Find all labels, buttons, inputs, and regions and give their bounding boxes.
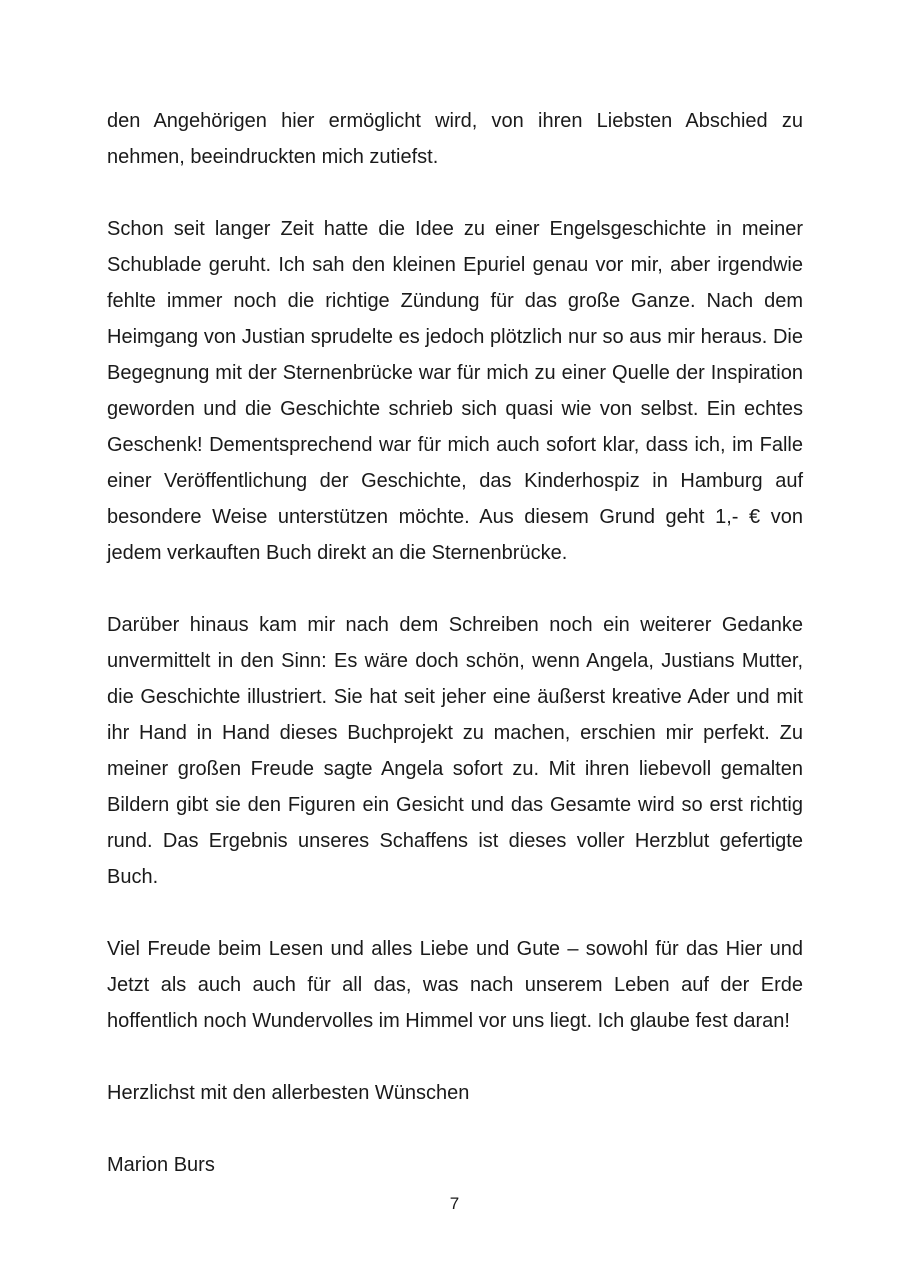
page-number: 7 [449,1194,460,1213]
author-signature: Marion Burs [107,1154,215,1176]
body-text [107,103,803,1183]
closing-line: Herzlichst mit den allerbesten Wünschen [107,1082,470,1104]
paragraph-illustration: Darüber hinaus kam mir nach dem Schreiben noch ein weiterer Gedanke unvermittelt in den Sinn: Es wäre doch schön, wenn Angela, Justians Mutter, die Geschichte illustriert. Sie hat seit jeher eine äußerst kreative Ader und mit ihr Hand in Hand dieses Buchprojekt zu machen, erschien mir perfekt. Zu meiner großen Freude sagte Angela sofort zu. Mit ihren liebevoll gemalten Bildern gibt sie den Figuren ein Gesicht und das Gesamte wird so erst richtig rund. Das Ergebnis unseres Schaffens ist dieses voller Herzblut gefertigte Buch. [107,614,803,888]
paragraph-story-origin: Schon seit langer Zeit hatte die Idee zu einer Engelsgeschichte in meiner Schublade geruht. Ich sah den kleinen Epuriel genau vor mir, aber irgendwie fehlte immer noch die richtige Zündung für das große Ganze. Nach dem Heimgang von Justian sprudelte es jedoch plötzlich nur so aus mir heraus. Die Begegnung mit der Sternenbrücke war für mich zu einer Quelle der Inspiration geworden und die Geschichte schrieb sich quasi wie von selbst. Ein echtes Geschenk! Dementsprechend war für mich auch sofort klar, dass ich, im Falle einer Veröffentlichung der Geschichte, das Kinderhospiz in Hamburg auf besondere Weise unterstützen möchte. Aus diesem Grund geht 1,- € von jedem verkauften Buch direkt an die Sternenbrücke. [107,218,803,564]
paragraph-continuation: den Angehörigen hier ermöglicht wird, von ihren Liebsten Abschied zu nehmen, beeindruckten mich zutiefst. [107,110,803,168]
paragraph-wishes: Viel Freude beim Lesen und alles Liebe und Gute – sowohl für das Hier und Jetzt als auch auch für all das, was nach unserem Leben auf der Erde hoffentlich noch Wundervolles im Himmel vor uns liegt. Ich glaube fest daran! [107,938,803,1032]
